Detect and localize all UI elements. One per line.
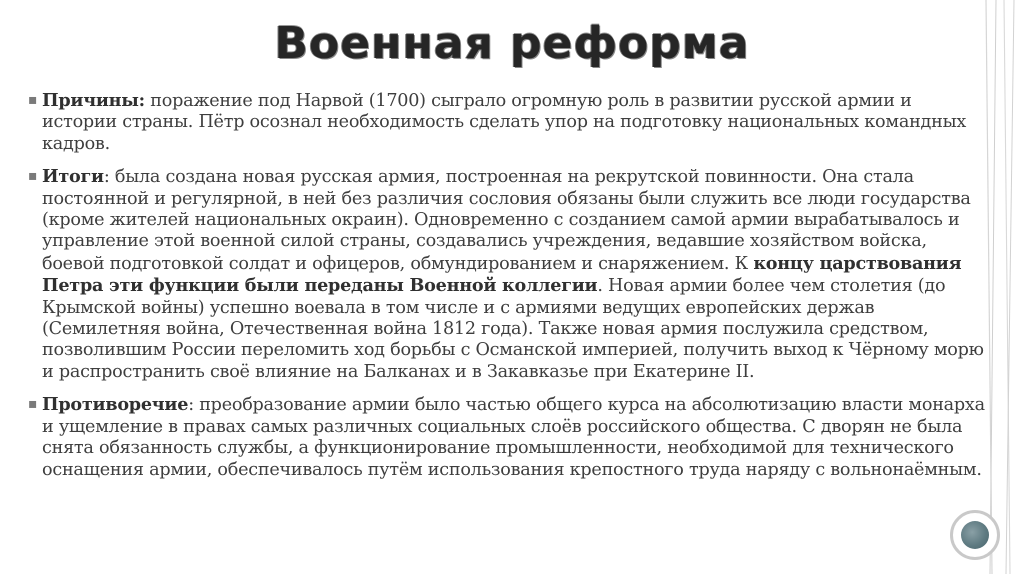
circle-inner	[961, 521, 989, 549]
bullet-contradiction-heading: Противоречие	[42, 394, 189, 416]
bullet-results-heading: Итоги	[42, 166, 104, 188]
slide-nav-circle-icon[interactable]	[950, 510, 1000, 560]
slide-title: Военная реформа	[274, 18, 750, 69]
bullet-causes-heading: Причины:	[42, 90, 145, 111]
bullet-results	[28, 166, 988, 383]
bullet-results-bold: концу царствования Петра эти функции были переданы Военной коллегии	[42, 252, 962, 297]
bullet-marker: ▪	[28, 168, 38, 185]
bullet-marker: ▪	[28, 396, 38, 413]
bullet-results-text-1: : была создана новая русская армия, построенная на рекрутской повинности. Она стала постоянной и регулярной, в ней без различия сословия обязаны были служить все люди государства (кроме жителей национальных окраин). Одновременно с созданием самой армии вырабатывалось и управление этой военной силой страны, создавались учреждения, ведавшие хозяйством войска, боевой подготовкой солдат и офицеров, обмундированием и снаряжением. К	[42, 167, 971, 274]
bullet-list	[28, 90, 988, 492]
bullet-contradiction	[28, 394, 988, 481]
bullet-causes-text: поражение под Нарвой (1700) сыграло огромную роль в развитии русской армии и истории страны. Пётр осознал необходимость сделать упор на подготовку национальных командных кадров.	[42, 91, 967, 154]
bullet-results-text-2: . Новая армии более чем столетия (до Крымской войны) успешно воевала в том числе и с армиями ведущих европейских держав (Семилетняя война, Отечественная война 1812 года). Также новая армия послужила средством, позволившим России переломить ход борьбы с Османской империей, получить выход к Чёрному морю и распространить своё влияние на Балканах и в Закавказье при Екатерине II.	[42, 276, 984, 382]
bullet-marker: ▪	[28, 92, 38, 108]
bullet-causes	[28, 90, 988, 155]
right-edge-decoration	[984, 0, 1020, 574]
bullet-contradiction-text: : преобразование армии было частью общего курса на абсолютизацию власти монарха и ущемление в правах самых различных социальных слоёв российского общества. С дворян не была снята обязанность службы, а функционирование промышленности, необходимой для технического оснащения армии, обеспечивалось путём использования крепостного труда наряду с вольнонаёмным.	[42, 395, 985, 480]
